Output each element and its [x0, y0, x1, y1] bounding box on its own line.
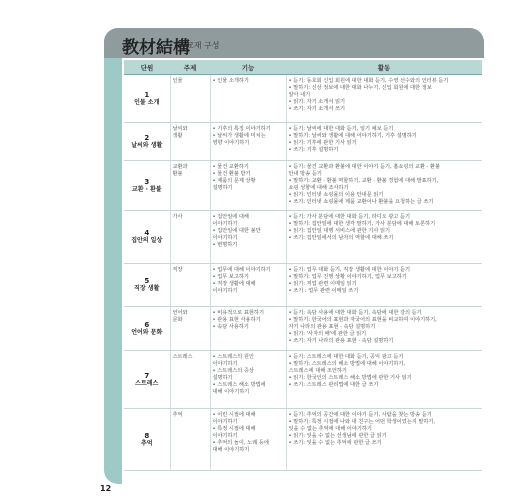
activity-cell	[286, 307, 482, 351]
table-row	[124, 409, 482, 471]
activity-cell	[286, 409, 482, 471]
cell-line: • 쓰기: 집안일에서의 남자의 역할에 대해 쓰기	[288, 235, 394, 241]
cell-line: • 말하기: 집안일에 대한 생각 말하기, 가사 분담에 대해 토론하기	[288, 221, 436, 227]
cell-line: • 스트레스의 원인	[212, 354, 254, 360]
cell-line: • 특정 시절에 대해	[212, 426, 256, 432]
cell-line: • 추억의 놀이, 노래 등에	[212, 440, 269, 446]
cell-line: • 어린 시절에 대해	[212, 412, 256, 418]
cell-line: • 읽기: 직업 관련 이메일 읽기	[288, 281, 357, 287]
cell-line: • 말하기: 특정 시절에 나와 내 친구는 어떤 학생이었는지 말하기,	[288, 419, 436, 425]
page-subtitle: 교재 구성	[186, 41, 220, 50]
cell-line: • 읽기: 잊을 수 없는 선생님에 관한 글 읽기	[288, 433, 387, 439]
cell-line: 자기 나라의 관용 표현 · 속담 설명하기	[288, 324, 376, 330]
cell-line: • 읽기: 집안일 대행 서비스에 관한 기사 읽기	[288, 228, 391, 234]
cell-line: • 쓰기: 스트레스 관리법에 대한 글 쓰기	[288, 382, 379, 388]
cell-line: • 읽기: 인터넷 쇼핑몰의 이용 안내문 읽기	[288, 192, 384, 198]
cell-line: • 쓰기: 기후 설명하기	[288, 147, 339, 153]
cell-line: • 말하기: 신상 정보에 대한 대화 나누기, 신입 회원에 대한 정보	[288, 85, 432, 91]
function-cell	[210, 75, 286, 123]
table-row	[124, 264, 482, 307]
curriculum-table	[124, 60, 482, 471]
cell-line: • 읽기: '사자의 배'에 관한 글 읽기	[288, 331, 367, 337]
unit-cell	[124, 307, 170, 351]
table-row	[124, 161, 482, 211]
unit-number: 1	[144, 90, 150, 99]
cell-line: • 비유적으로 표현하기	[212, 310, 264, 316]
cell-line: 스트레스에 대해 조언하기	[288, 368, 347, 374]
function-cell	[210, 161, 286, 211]
cell-line: • 읽기: 한국인의 스트레스 해소 방법에 관한 기사 읽기	[288, 375, 412, 381]
cell-line: 쇼핑 성향에 대해 조사하기	[288, 185, 349, 191]
cell-line: • 듣기: 가사 분담에 대한 대화 듣기, 라디오 광고 듣기	[288, 214, 411, 220]
unit-cell	[124, 123, 170, 161]
unit-title: 직장 생활	[134, 285, 160, 292]
cell-line: • 물건 교환하기	[212, 164, 249, 170]
page-title: 教材結構	[122, 38, 190, 58]
theme-cell	[170, 75, 210, 123]
cell-line: 날씨와	[172, 126, 188, 132]
cell-line: • 집안일에 대한 불만	[212, 228, 261, 234]
cell-line: • 듣기: 추억의 공간에 대한 이야기 듣기, 사람을 찾는 방송 듣기	[288, 412, 432, 418]
function-cell	[210, 123, 286, 161]
cell-line: • 읽기: 자기 소개서 읽기	[288, 99, 346, 105]
unit-number: 8	[144, 431, 150, 440]
theme-cell	[170, 161, 210, 211]
cell-line: • 듣기: 스트레스에 대한 대화 듣기, 공익 광고 듣기	[288, 354, 404, 360]
cell-line: 이야기하기	[212, 419, 238, 425]
table-row	[124, 123, 482, 161]
cell-line: 대해 이야기하기	[212, 447, 250, 453]
function-cell	[210, 264, 286, 307]
function-cell	[210, 351, 286, 409]
unit-title: 스트레스	[135, 379, 159, 387]
cell-line: • 집안일에 대해	[212, 214, 249, 220]
cell-line: • 듣기: 날씨에 대한 대화 듣기, 일기 예보 듣기	[288, 126, 394, 132]
header-activity: 활동	[286, 60, 482, 75]
unit-title: 교환 · 환불	[131, 185, 162, 193]
cell-line: 이야기하기	[212, 235, 238, 241]
header-function: 기능	[210, 60, 286, 75]
cell-line: • 업무 보고하기	[212, 274, 249, 280]
theme-cell	[170, 307, 210, 351]
header-unit: 단원	[124, 60, 170, 75]
cell-line: • 직장 생활에 대해	[212, 281, 256, 287]
unit-title: 인물 소개	[134, 98, 160, 106]
cell-line: 이야기하기	[212, 361, 238, 367]
cell-line: • 쓰기: 인터넷 쇼핑몰에 제품 교환이나 환불을 요청하는 글 쓰기	[288, 199, 434, 205]
table-row	[124, 307, 482, 351]
unit-cell	[124, 409, 170, 471]
cell-line: 이야기하기	[212, 433, 238, 439]
unit-cell	[124, 264, 170, 307]
cell-line: 직장	[172, 267, 183, 273]
cell-line: 이야기하기	[212, 221, 238, 227]
cell-line: • 말하기: 한국어의 표현과 자국어의 표현을 비교하여 이야기하기,	[288, 317, 437, 323]
cell-line: • 듣기: 물건 교환과 환불에 대한 이야기 듣기, 홈쇼핑의 교환 · 환불	[288, 164, 441, 170]
unit-number: 3	[144, 177, 150, 186]
cell-line: 문화	[172, 317, 183, 323]
cell-line: 알아 내기	[288, 92, 311, 98]
cell-line: • 쓰기: 잊을 수 없는 추억에 관한 글 쓰기	[288, 440, 382, 446]
cell-line: • 기후의 특징 이야기하기	[212, 126, 271, 132]
unit-cell	[124, 351, 170, 409]
function-cell	[210, 409, 286, 471]
page-number: 12	[100, 484, 112, 493]
unit-title: 집안의 일상	[131, 237, 163, 244]
unit-cell	[124, 161, 170, 211]
cell-line: • 말하기: 업무 진행 상황 이야기하기, 업무 보고하기	[288, 274, 407, 280]
cell-line: • 쓰기: 자기 소개서 쓰기	[288, 106, 346, 112]
unit-title: 날씨와 생활	[131, 141, 163, 149]
cell-line: 인물	[172, 78, 183, 84]
cell-line: • 날씨가 생활에 미치는	[212, 133, 266, 139]
cell-line: • 변명하기	[212, 242, 238, 248]
theme-cell	[170, 351, 210, 409]
cell-line: 안내 방송 듣기	[288, 171, 322, 177]
cell-line: • 인물 소개하기	[212, 78, 249, 84]
cell-line: • 업무에 대해 이야기하기	[212, 267, 271, 273]
cell-line: • 스트레스 해소 방법에	[212, 382, 266, 388]
table-row	[124, 75, 482, 123]
unit-number: 5	[144, 277, 150, 285]
activity-cell	[286, 211, 482, 264]
cell-line: 스트레스	[172, 354, 193, 360]
cell-line: • 물건 환불 받기	[212, 171, 251, 177]
theme-cell	[170, 123, 210, 161]
unit-title: 언어와 문화	[131, 328, 163, 336]
unit-number: 7	[144, 371, 150, 380]
cell-line: 설명하기	[212, 185, 233, 191]
side-decoration	[104, 28, 122, 484]
unit-title: 추억	[140, 439, 153, 447]
cell-line: • 스트레스의 증상	[212, 368, 254, 374]
theme-cell	[170, 409, 210, 471]
cell-line: 추억	[172, 412, 183, 418]
function-cell	[210, 211, 286, 264]
cell-line: • 말하기: 스트레스의 해소 방법에 대해 이야기하기,	[288, 361, 406, 367]
table-header-row	[124, 60, 482, 75]
activity-cell	[286, 264, 482, 307]
unit-cell	[124, 75, 170, 123]
unit-cell	[124, 211, 170, 264]
cell-line: • 말하기: 날씨와 생활에 대해 이야기하기, 기후 설명하기	[288, 133, 417, 139]
cell-line: 잊을 수 없는 추억에 대해 이야기하기	[288, 426, 372, 432]
cell-line: • 관용 표현 사용하기	[212, 317, 261, 323]
cell-line: 환불	[172, 171, 183, 177]
cell-line: 언어와	[172, 310, 188, 316]
unit-number: 6	[144, 320, 150, 329]
activity-cell	[286, 75, 482, 123]
cell-line: 교환과	[172, 164, 188, 170]
cell-line: 이야기하기	[212, 288, 238, 294]
cell-line: • 제품의 문제 상황	[212, 178, 256, 184]
cell-line: 영향 이야기하기	[212, 140, 250, 146]
activity-cell	[286, 123, 482, 161]
cell-line: 설명하기	[212, 375, 233, 381]
cell-line: • 듣기: 동호회 신입 회원에 대한 대화 듣기, 수영 선수와의 인터뷰 듣기	[288, 78, 449, 84]
activity-cell	[286, 351, 482, 409]
cell-line: • 말하기: 교환 · 환불 역할하기, 교환 · 환불 경험에 대해 발표하기,	[288, 178, 439, 184]
activity-cell	[286, 161, 482, 211]
function-cell	[210, 307, 286, 351]
cell-line: • 속담 사용하기	[212, 324, 249, 330]
cell-line: • 쓰기 : 업무 관련 이메일 쓰기	[288, 288, 359, 294]
unit-number: 4	[144, 229, 150, 237]
header-theme: 주제	[170, 60, 210, 75]
theme-cell	[170, 264, 210, 307]
cell-line: • 듣기: 속담 사용에 대한 대화 듣기, 속담에 대한 강의 듣기	[288, 310, 422, 316]
table-row	[124, 211, 482, 264]
cell-line: • 읽기: 기후에 관한 기사 읽기	[288, 140, 357, 146]
cell-line: • 듣기: 업무 대화 듣기, 직장 생활에 대한 이야기 듣기	[288, 267, 411, 273]
cell-line: 생활	[172, 133, 183, 139]
cell-line: • 쓰기: 자기 나라의 관용 표현 · 속담 설명하기	[288, 338, 394, 344]
theme-cell	[170, 211, 210, 264]
cell-line: 대해 이야기하기	[212, 389, 250, 395]
cell-line: 가사	[172, 214, 183, 220]
unit-number: 2	[144, 133, 150, 142]
table-row	[124, 351, 482, 409]
